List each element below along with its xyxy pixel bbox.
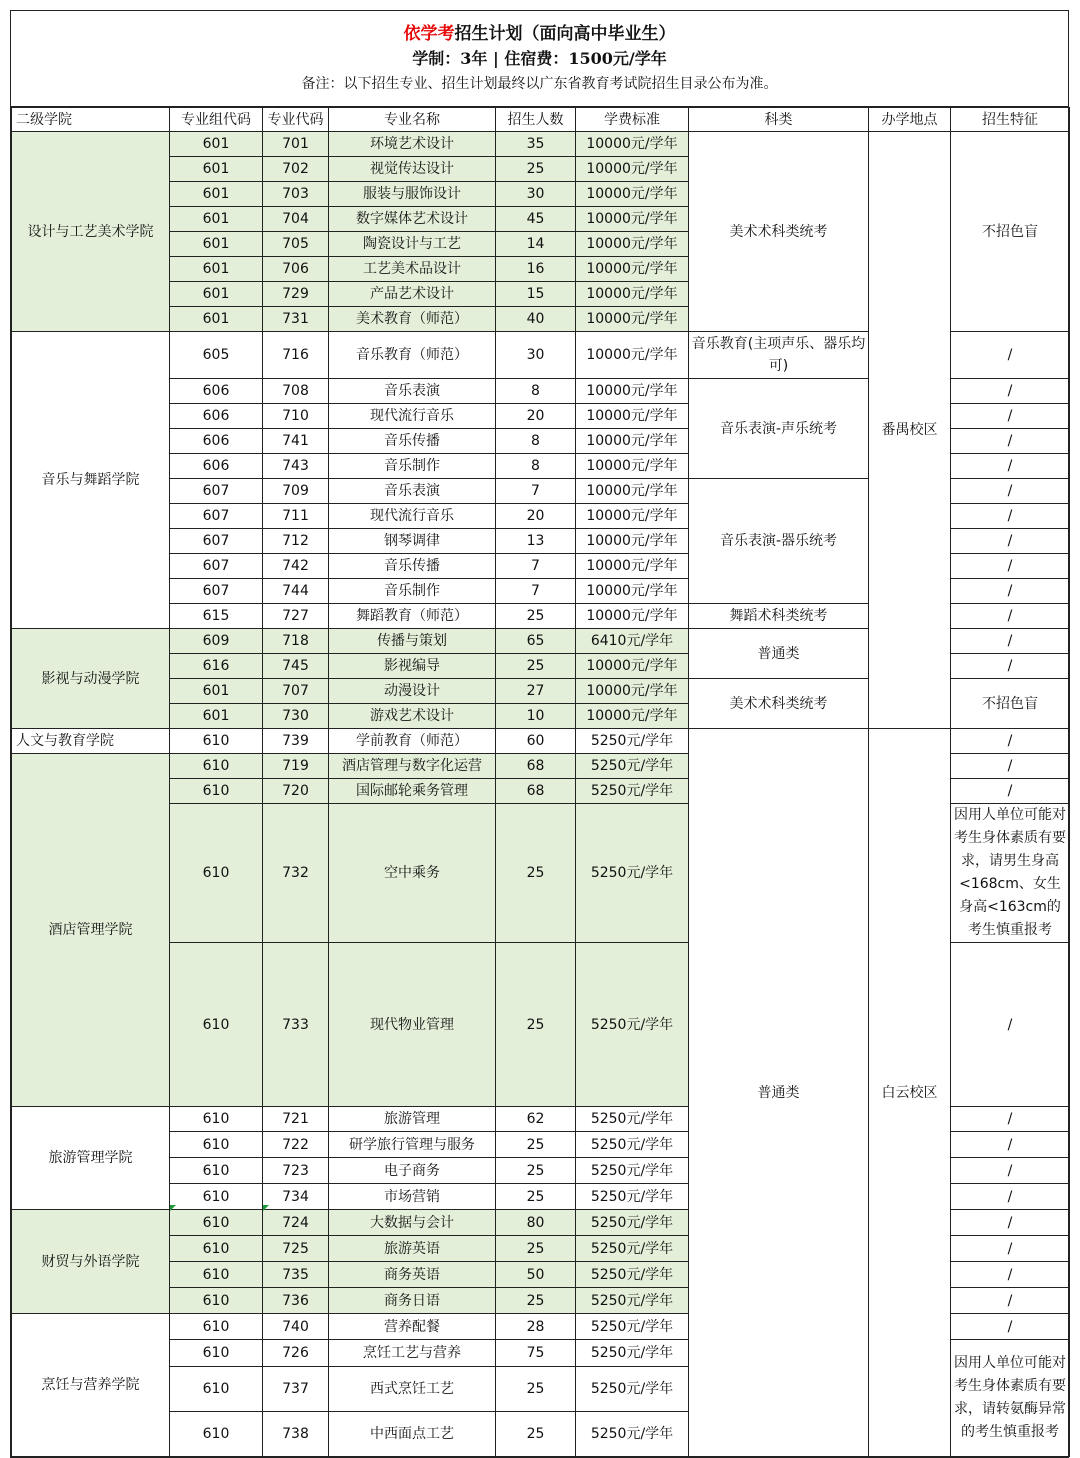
- group-code-cell: 606: [170, 379, 263, 404]
- header-major-code: 专业代码: [263, 108, 329, 132]
- college-cell: 酒店管理学院: [12, 754, 170, 1107]
- fee-cell: 5250元/学年: [576, 1262, 689, 1288]
- feature-cell: /: [951, 1132, 1070, 1158]
- group-code-cell: 615: [170, 604, 263, 629]
- header-location: 办学地点: [869, 108, 951, 132]
- count-cell: 8: [496, 454, 576, 479]
- count-cell: 7: [496, 554, 576, 579]
- count-cell: 30: [496, 182, 576, 207]
- major-code-cell: 737: [263, 1367, 329, 1412]
- enrollment-table: [11, 107, 1070, 1457]
- count-cell: 28: [496, 1314, 576, 1340]
- college-cell: 音乐与舞蹈学院: [12, 332, 170, 629]
- major-code-cell: 743: [263, 454, 329, 479]
- count-cell: 7: [496, 479, 576, 504]
- feature-cell: /: [951, 943, 1070, 1107]
- count-cell: 25: [496, 1132, 576, 1158]
- group-code-cell: 610: [170, 943, 263, 1107]
- group-code-cell: 609: [170, 629, 263, 654]
- major-code-cell: 723: [263, 1158, 329, 1184]
- major-code-cell: 738: [263, 1412, 329, 1457]
- major-name-cell: 营养配餐: [329, 1314, 496, 1340]
- subject-cell: 舞蹈术科类统考: [689, 604, 869, 629]
- group-code-cell: 610: [170, 729, 263, 754]
- count-cell: 8: [496, 429, 576, 454]
- fee-cell: 10000元/学年: [576, 654, 689, 679]
- count-cell: 75: [496, 1340, 576, 1367]
- college-cell: 财贸与外语学院: [12, 1210, 170, 1314]
- title-highlight: 依学考: [403, 24, 455, 44]
- group-code-cell: 610: [170, 1262, 263, 1288]
- major-code-cell: 708: [263, 379, 329, 404]
- group-code-cell: 607: [170, 529, 263, 554]
- location-cell: 白云校区: [869, 729, 951, 1457]
- group-code-cell: 610: [170, 1314, 263, 1340]
- major-name-cell: 酒店管理与数字化运营: [329, 754, 496, 779]
- major-code-cell: 706: [263, 257, 329, 282]
- major-name-cell: 现代流行音乐: [329, 504, 496, 529]
- feature-cell: /: [951, 379, 1070, 404]
- major-name-cell: 烹饪工艺与营养: [329, 1340, 496, 1367]
- subject-cell: 美术术科类统考: [689, 132, 869, 332]
- major-name-cell: 视觉传达设计: [329, 157, 496, 182]
- fee-cell: 10000元/学年: [576, 479, 689, 504]
- group-code-cell: 610: [170, 1210, 263, 1236]
- major-code-cell: 718: [263, 629, 329, 654]
- major-code-cell: 725: [263, 1236, 329, 1262]
- count-cell: 27: [496, 679, 576, 704]
- group-code-cell: 606: [170, 454, 263, 479]
- major-name-cell: 旅游管理: [329, 1107, 496, 1132]
- major-name-cell: 服装与服饰设计: [329, 182, 496, 207]
- fee-cell: 5250元/学年: [576, 1367, 689, 1412]
- major-name-cell: 商务日语: [329, 1288, 496, 1314]
- enrollment-sheet: [10, 10, 1069, 1458]
- subject-cell: 普通类: [689, 729, 869, 1457]
- feature-cell: /: [951, 454, 1070, 479]
- group-code-cell: 607: [170, 479, 263, 504]
- major-name-cell: 钢琴调律: [329, 529, 496, 554]
- fee-cell: 10000元/学年: [576, 704, 689, 729]
- feature-cell: /: [951, 1288, 1070, 1314]
- group-code-cell: 610: [170, 1236, 263, 1262]
- fee-cell: 10000元/学年: [576, 332, 689, 379]
- major-code-cell: 724: [263, 1210, 329, 1236]
- major-code-cell: 702: [263, 157, 329, 182]
- feature-cell: /: [951, 1314, 1070, 1340]
- major-code-cell: 719: [263, 754, 329, 779]
- major-name-cell: 现代流行音乐: [329, 404, 496, 429]
- count-cell: 25: [496, 804, 576, 943]
- fee-cell: 10000元/学年: [576, 529, 689, 554]
- major-name-cell: 国际邮轮乘务管理: [329, 779, 496, 804]
- fee-cell: 5250元/学年: [576, 729, 689, 754]
- major-name-cell: 电子商务: [329, 1158, 496, 1184]
- feature-cell: /: [951, 579, 1070, 604]
- count-cell: 68: [496, 754, 576, 779]
- count-cell: 40: [496, 307, 576, 332]
- major-code-cell: 720: [263, 779, 329, 804]
- cell-comment-marker: [170, 1205, 176, 1211]
- major-code-cell: 744: [263, 579, 329, 604]
- fee-cell: 10000元/学年: [576, 207, 689, 232]
- count-cell: 80: [496, 1210, 576, 1236]
- group-code-cell: 610: [170, 804, 263, 943]
- count-cell: 25: [496, 1158, 576, 1184]
- major-name-cell: 数字媒体艺术设计: [329, 207, 496, 232]
- page-subtitle: 学制：3年 | 住宿费：1500元/学年: [412, 49, 667, 68]
- count-cell: 10: [496, 704, 576, 729]
- fee-cell: 10000元/学年: [576, 454, 689, 479]
- group-code-cell: 610: [170, 1132, 263, 1158]
- count-cell: 25: [496, 157, 576, 182]
- count-cell: 68: [496, 779, 576, 804]
- feature-cell: /: [951, 479, 1070, 504]
- college-cell: 人文与教育学院: [12, 729, 170, 754]
- fee-cell: 10000元/学年: [576, 182, 689, 207]
- subject-cell: 美术术科类统考: [689, 679, 869, 729]
- count-cell: 25: [496, 604, 576, 629]
- page-title: [11, 11, 1068, 46]
- group-code-cell: 601: [170, 679, 263, 704]
- major-code-cell: 741: [263, 429, 329, 454]
- group-code-cell: 601: [170, 704, 263, 729]
- fee-cell: 10000元/学年: [576, 257, 689, 282]
- group-code-cell: 610: [170, 754, 263, 779]
- fee-cell: 6410元/学年: [576, 629, 689, 654]
- college-cell: 旅游管理学院: [12, 1107, 170, 1210]
- major-code-cell: 745: [263, 654, 329, 679]
- count-cell: 20: [496, 404, 576, 429]
- major-code-cell: 705: [263, 232, 329, 257]
- feature-cell: /: [951, 429, 1070, 454]
- fee-cell: 5250元/学年: [576, 1158, 689, 1184]
- fee-cell: 5250元/学年: [576, 1132, 689, 1158]
- major-name-cell: 市场营销: [329, 1184, 496, 1210]
- cell-comment-marker: [263, 1205, 269, 1211]
- count-cell: 16: [496, 257, 576, 282]
- fee-cell: 5250元/学年: [576, 1340, 689, 1367]
- fee-cell: 10000元/学年: [576, 429, 689, 454]
- fee-cell: 5250元/学年: [576, 1236, 689, 1262]
- fee-cell: 5250元/学年: [576, 1107, 689, 1132]
- location-cell: 番禺校区: [869, 132, 951, 729]
- major-name-cell: 学前教育（师范）: [329, 729, 496, 754]
- major-code-cell: 721: [263, 1107, 329, 1132]
- college-cell: 影视与动漫学院: [12, 629, 170, 729]
- count-cell: 25: [496, 1184, 576, 1210]
- college-cell: 设计与工艺美术学院: [12, 132, 170, 332]
- subject-cell: 音乐表演-器乐统考: [689, 479, 869, 604]
- group-code-cell: 610: [170, 1412, 263, 1457]
- count-cell: 25: [496, 1412, 576, 1457]
- fee-cell: 10000元/学年: [576, 679, 689, 704]
- major-name-cell: 舞蹈教育（师范）: [329, 604, 496, 629]
- major-name-cell: 音乐表演: [329, 379, 496, 404]
- count-cell: 45: [496, 207, 576, 232]
- count-cell: 60: [496, 729, 576, 754]
- group-code-cell: 610: [170, 1367, 263, 1412]
- fee-cell: 10000元/学年: [576, 404, 689, 429]
- major-code-cell: 736: [263, 1288, 329, 1314]
- feature-cell: /: [951, 654, 1070, 679]
- count-cell: 50: [496, 1262, 576, 1288]
- group-code-cell: 616: [170, 654, 263, 679]
- feature-cell: /: [951, 1210, 1070, 1236]
- major-name-cell: 现代物业管理: [329, 943, 496, 1107]
- major-code-cell: 716: [263, 332, 329, 379]
- feature-cell: /: [951, 1262, 1070, 1288]
- count-cell: 65: [496, 629, 576, 654]
- fee-cell: 10000元/学年: [576, 379, 689, 404]
- major-name-cell: 音乐传播: [329, 554, 496, 579]
- major-code-cell: 732: [263, 804, 329, 943]
- feature-cell: /: [951, 629, 1070, 654]
- count-cell: 14: [496, 232, 576, 257]
- major-name-cell: 西式烹饪工艺: [329, 1367, 496, 1412]
- fee-cell: 5250元/学年: [576, 804, 689, 943]
- group-code-cell: 601: [170, 182, 263, 207]
- fee-cell: 5250元/学年: [576, 1184, 689, 1210]
- fee-cell: 10000元/学年: [576, 232, 689, 257]
- major-code-cell: 742: [263, 554, 329, 579]
- fee-cell: 10000元/学年: [576, 604, 689, 629]
- major-code-cell: 739: [263, 729, 329, 754]
- feature-cell: /: [951, 1184, 1070, 1210]
- major-name-cell: 动漫设计: [329, 679, 496, 704]
- feature-cell: /: [951, 729, 1070, 754]
- title-rest: 招生计划（面向高中毕业生）: [454, 24, 676, 44]
- group-code-cell: 601: [170, 157, 263, 182]
- major-code-cell: 711: [263, 504, 329, 529]
- major-name-cell: 商务英语: [329, 1262, 496, 1288]
- header-subject: 科类: [689, 108, 869, 132]
- major-name-cell: 大数据与会计: [329, 1210, 496, 1236]
- feature-cell: /: [951, 554, 1070, 579]
- group-code-cell: 606: [170, 429, 263, 454]
- count-cell: 25: [496, 1236, 576, 1262]
- fee-cell: 5250元/学年: [576, 754, 689, 779]
- major-name-cell: 旅游英语: [329, 1236, 496, 1262]
- fee-cell: 5250元/学年: [576, 1412, 689, 1457]
- count-cell: 35: [496, 132, 576, 157]
- feature-cell: /: [951, 332, 1070, 379]
- feature-cell: /: [951, 779, 1070, 804]
- fee-cell: 5250元/学年: [576, 943, 689, 1107]
- group-code-cell: 607: [170, 504, 263, 529]
- major-name-cell: 传播与策划: [329, 629, 496, 654]
- group-code-cell: 601: [170, 232, 263, 257]
- major-code-cell: 727: [263, 604, 329, 629]
- major-code-cell: 707: [263, 679, 329, 704]
- major-name-cell: 美术教育（师范）: [329, 307, 496, 332]
- count-cell: 25: [496, 654, 576, 679]
- group-code-cell: 607: [170, 554, 263, 579]
- count-cell: 13: [496, 529, 576, 554]
- group-code-cell: 601: [170, 132, 263, 157]
- major-name-cell: 音乐教育（师范）: [329, 332, 496, 379]
- college-cell: 烹饪与营养学院: [12, 1314, 170, 1457]
- major-name-cell: 环境艺术设计: [329, 132, 496, 157]
- feature-cell: /: [951, 604, 1070, 629]
- header-group-code: 专业组代码: [170, 108, 263, 132]
- feature-cell: 不招色盲: [951, 132, 1070, 332]
- count-cell: 8: [496, 379, 576, 404]
- header-feature: 招生特征: [951, 108, 1070, 132]
- major-name-cell: 音乐制作: [329, 579, 496, 604]
- group-code-cell: 601: [170, 282, 263, 307]
- major-name-cell: 产品艺术设计: [329, 282, 496, 307]
- count-cell: 25: [496, 1367, 576, 1412]
- group-code-cell: 601: [170, 307, 263, 332]
- group-code-cell: 605: [170, 332, 263, 379]
- table-header-row: [12, 108, 1070, 132]
- group-code-cell: 610: [170, 779, 263, 804]
- fee-cell: 5250元/学年: [576, 1288, 689, 1314]
- table-row: [12, 132, 1070, 157]
- fee-cell: 10000元/学年: [576, 579, 689, 604]
- count-cell: 62: [496, 1107, 576, 1132]
- major-name-cell: 游戏艺术设计: [329, 704, 496, 729]
- group-code-cell: 601: [170, 257, 263, 282]
- count-cell: 20: [496, 504, 576, 529]
- major-name-cell: 中西面点工艺: [329, 1412, 496, 1457]
- major-code-cell: 701: [263, 132, 329, 157]
- major-code-cell: 710: [263, 404, 329, 429]
- major-code-cell: 729: [263, 282, 329, 307]
- count-cell: 15: [496, 282, 576, 307]
- group-code-cell: 610: [170, 1340, 263, 1367]
- count-cell: 25: [496, 1288, 576, 1314]
- major-code-cell: 722: [263, 1132, 329, 1158]
- fee-cell: 10000元/学年: [576, 554, 689, 579]
- feature-cell: 因用人单位可能对考生身体素质有要求，请男生身高<168cm、女生身高<163cm的考生慎重报考: [951, 804, 1070, 943]
- subject-cell: 普通类: [689, 629, 869, 679]
- remark-text: 备注：以下招生专业、招生计划最终以广东省教育考试院招生目录公布为准。: [301, 76, 778, 92]
- feature-cell: /: [951, 1158, 1070, 1184]
- major-name-cell: 空中乘务: [329, 804, 496, 943]
- feature-cell: 因用人单位可能对考生身体素质有要求，请转氨酶异常的考生慎重报考: [951, 1340, 1070, 1457]
- major-name-cell: 研学旅行管理与服务: [329, 1132, 496, 1158]
- major-code-cell: 703: [263, 182, 329, 207]
- major-code-cell: 734: [263, 1184, 329, 1210]
- table-row: [12, 729, 1070, 754]
- fee-cell: 10000元/学年: [576, 307, 689, 332]
- major-code-cell: 726: [263, 1340, 329, 1367]
- fee-cell: 10000元/学年: [576, 157, 689, 182]
- group-code-cell: 601: [170, 207, 263, 232]
- fee-cell: 5250元/学年: [576, 779, 689, 804]
- header-fee: 学费标准: [576, 108, 689, 132]
- fee-cell: 10000元/学年: [576, 132, 689, 157]
- fee-cell: 5250元/学年: [576, 1314, 689, 1340]
- major-name-cell: 工艺美术品设计: [329, 257, 496, 282]
- feature-cell: 不招色盲: [951, 679, 1070, 729]
- group-code-cell: 607: [170, 579, 263, 604]
- major-code-cell: 712: [263, 529, 329, 554]
- sheet-header: [11, 11, 1068, 107]
- feature-cell: /: [951, 504, 1070, 529]
- major-name-cell: 影视编导: [329, 654, 496, 679]
- subject-cell: 音乐教育(主项声乐、器乐均可): [689, 332, 869, 379]
- fee-cell: 5250元/学年: [576, 1210, 689, 1236]
- feature-cell: /: [951, 404, 1070, 429]
- major-code-cell: 730: [263, 704, 329, 729]
- header-count: 招生人数: [496, 108, 576, 132]
- major-code-cell: 740: [263, 1314, 329, 1340]
- major-code-cell: 733: [263, 943, 329, 1107]
- header-college: 二级学院: [12, 108, 170, 132]
- feature-cell: /: [951, 529, 1070, 554]
- subject-cell: 音乐表演-声乐统考: [689, 379, 869, 479]
- feature-cell: /: [951, 1107, 1070, 1132]
- group-code-cell: 610: [170, 1158, 263, 1184]
- major-code-cell: 704: [263, 207, 329, 232]
- group-code-cell: 606: [170, 404, 263, 429]
- major-code-cell: 731: [263, 307, 329, 332]
- count-cell: 30: [496, 332, 576, 379]
- feature-cell: /: [951, 754, 1070, 779]
- count-cell: 25: [496, 943, 576, 1107]
- group-code-cell: 610: [170, 1107, 263, 1132]
- group-code-cell: 610: [170, 1288, 263, 1314]
- header-major-name: 专业名称: [329, 108, 496, 132]
- major-name-cell: 音乐制作: [329, 454, 496, 479]
- major-code-cell: 709: [263, 479, 329, 504]
- major-code-cell: 735: [263, 1262, 329, 1288]
- count-cell: 7: [496, 579, 576, 604]
- major-name-cell: 音乐表演: [329, 479, 496, 504]
- group-code-cell: 610: [170, 1184, 263, 1210]
- feature-cell: /: [951, 1236, 1070, 1262]
- major-name-cell: 音乐传播: [329, 429, 496, 454]
- fee-cell: 10000元/学年: [576, 282, 689, 307]
- major-name-cell: 陶瓷设计与工艺: [329, 232, 496, 257]
- fee-cell: 10000元/学年: [576, 504, 689, 529]
